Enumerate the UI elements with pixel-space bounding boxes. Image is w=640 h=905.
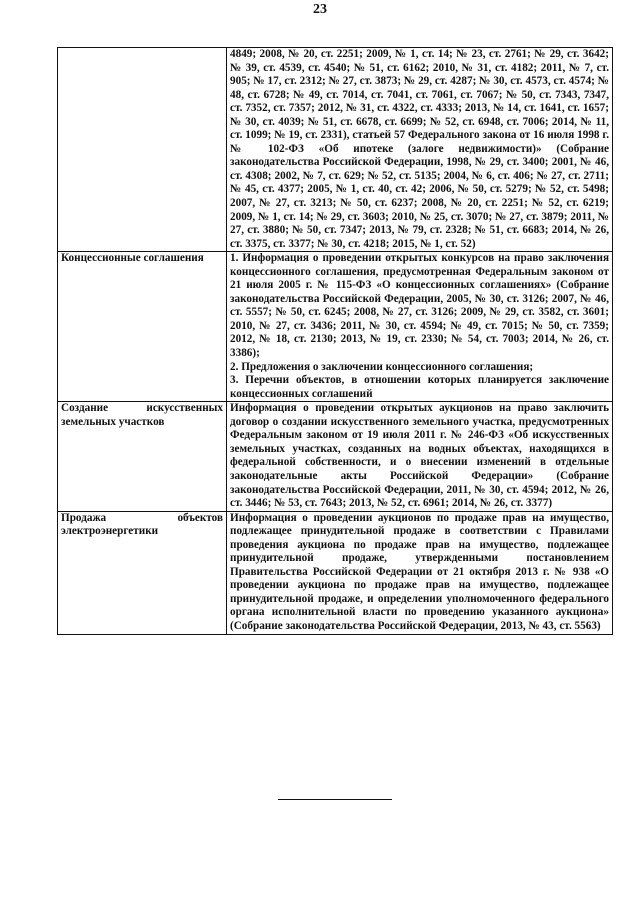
table-row <box>58 252 613 402</box>
table-row <box>58 511 613 634</box>
table-row <box>58 48 613 252</box>
row-label-cell <box>58 252 227 402</box>
row-paragraph: Информация о проведении аукционов по продаже прав на имущество, подлежащее принудительной продаже в соответствии с Правилами проведения аукциона по продаже прав на имущество, подлежащее принудительной продаже, утвержденными постановлением Правительства Российской Федерации от 21 октября 2013 г. № 938 «О проведении аукциона по продаже прав на имущество, подлежащее принудительной продаже, и определении уполномоченного федерального органа исполнительной власти по проведению указанного аукциона» (Собрание законодательства Российской Федерации, 2013, № 43, ст. 5563) <box>230 511 609 632</box>
row-content-cell <box>227 402 613 511</box>
row-content-cell <box>227 511 613 634</box>
footer-divider <box>278 799 392 800</box>
row-content-cell <box>227 48 613 252</box>
page-number: 23 <box>313 2 327 17</box>
row-label-cell <box>58 402 227 511</box>
row-label: Продажа объектов электроэнергетики <box>61 511 223 538</box>
row-paragraph: 4849; 2008, № 20, ст. 2251; 2009, № 1, ст. 14; № 23, ст. 2761; № 29, ст. 3642; № 39, ст. 4539, ст. 4540; № 51, ст. 6162; 2010, № 31, ст. 4182; 2011, № 7, ст. 905; № 17, ст. 2312; № 27, ст. 3873; № 29, ст. 4287; № 30, ст. 4573, ст. 4574; № 48, ст. 6728; № 49, ст. 7014, ст. 7041, ст. 7061, ст. 7067; № 50, ст. 7343, 7347, ст. 7352, ст. 7357; 2012, № 31, ст. 4322, ст. 4333; 2013, № 14, ст. 1641, ст. 1657; № 30, ст. 4039; № 51, ст. 6678, ст. 6699; № 52, ст. 6948, ст. 7006; 2014, № 11, ст. 1099; № 19, ст. 2331), статьей 57 Федерального закона от 16 июля 1998 г. № 102-ФЗ «Об ипотеке (залоге недвижимости)» (Собрание законодательства Российской Федерации, 1998, № 29, ст. 3400; 2001, № 46, ст. 4308; 2002, № 7, ст. 629; № 52, ст. 5135; 2004, № 6, ст. 406; № 27, ст. 2711; № 45, ст. 4377; 2005, № 1, ст. 40, ст. 42; 2006, № 50, ст. 5279; № 52, ст. 5498; 2007, № 27, ст. 3213; № 50, ст. 6237; 2008, № 20, ст. 2251; № 52, ст. 6219; 2009, № 1, ст. 14; № 29, ст. 3603; 2010, № 25, ст. 3070; № 27, ст. 3879; 2011, № 27, ст. 3880; № 50, ст. 7347; 2013, № 79, ст. 2328; № 51, ст. 6683; 2014, № 26, ст. 3375, ст. 3377; № 30, ст. 4218; 2015, № 1, ст. 52) <box>230 48 609 250</box>
legal-sources-table <box>57 47 613 635</box>
row-paragraph: 2. Предложения о заключении концессионного соглашения; <box>230 360 534 373</box>
row-label-cell <box>58 511 227 634</box>
row-paragraph: 1. Информация о проведении открытых конкурсов на право заключения концессионного соглашения, предусмотренная Федеральным законом от 21 июля 2005 г. № 115-ФЗ «О концессионных соглашениях» (Собрание законодательства Российской Федерации, 2005, № 30, ст. 3126; 2007, № 46, ст. 5557; № 50, ст. 6245; 2008, № 27, ст. 3126; 2009, № 29, ст. 3582, ст. 3601; 2010, № 27, ст. 3436; 2011, № 30, ст. 4594; № 49, ст. 7015; № 50, ст. 7359; 2012, № 18, ст. 2130; 2013, № 19, ст. 2330; № 54, ст. 7003; 2014, № 26, ст. 3386); <box>230 252 609 360</box>
table-row <box>58 402 613 511</box>
row-label-cell <box>58 48 227 252</box>
row-content-cell <box>227 252 613 402</box>
row-label: Концессионные соглашения <box>61 252 204 265</box>
row-paragraph: 3. Перечни объектов, в отношении которых планируется заключение концессионных соглашений <box>230 374 609 400</box>
row-paragraph: Информация о проведении открытых аукционов на право заключить договор о создании искусственного земельного участка, предусмотренных Федеральным законом от 19 июля 2011 г. № 246-ФЗ «Об искусственных земельных участках, созданных на водных объектах, находящихся в федеральной собственности, и о внесении изменений в отдельные законодательные акты Российской Федерации» (Собрание законодательства Российской Федерации, 2011, № 30, ст. 4594; 2012, № 26, ст. 3446; № 53, ст. 7643; 2013, № 52, ст. 6961; 2014, № 26, ст. 3377) <box>230 402 609 510</box>
row-label: Создание искусственных земельных участков <box>61 402 223 428</box>
